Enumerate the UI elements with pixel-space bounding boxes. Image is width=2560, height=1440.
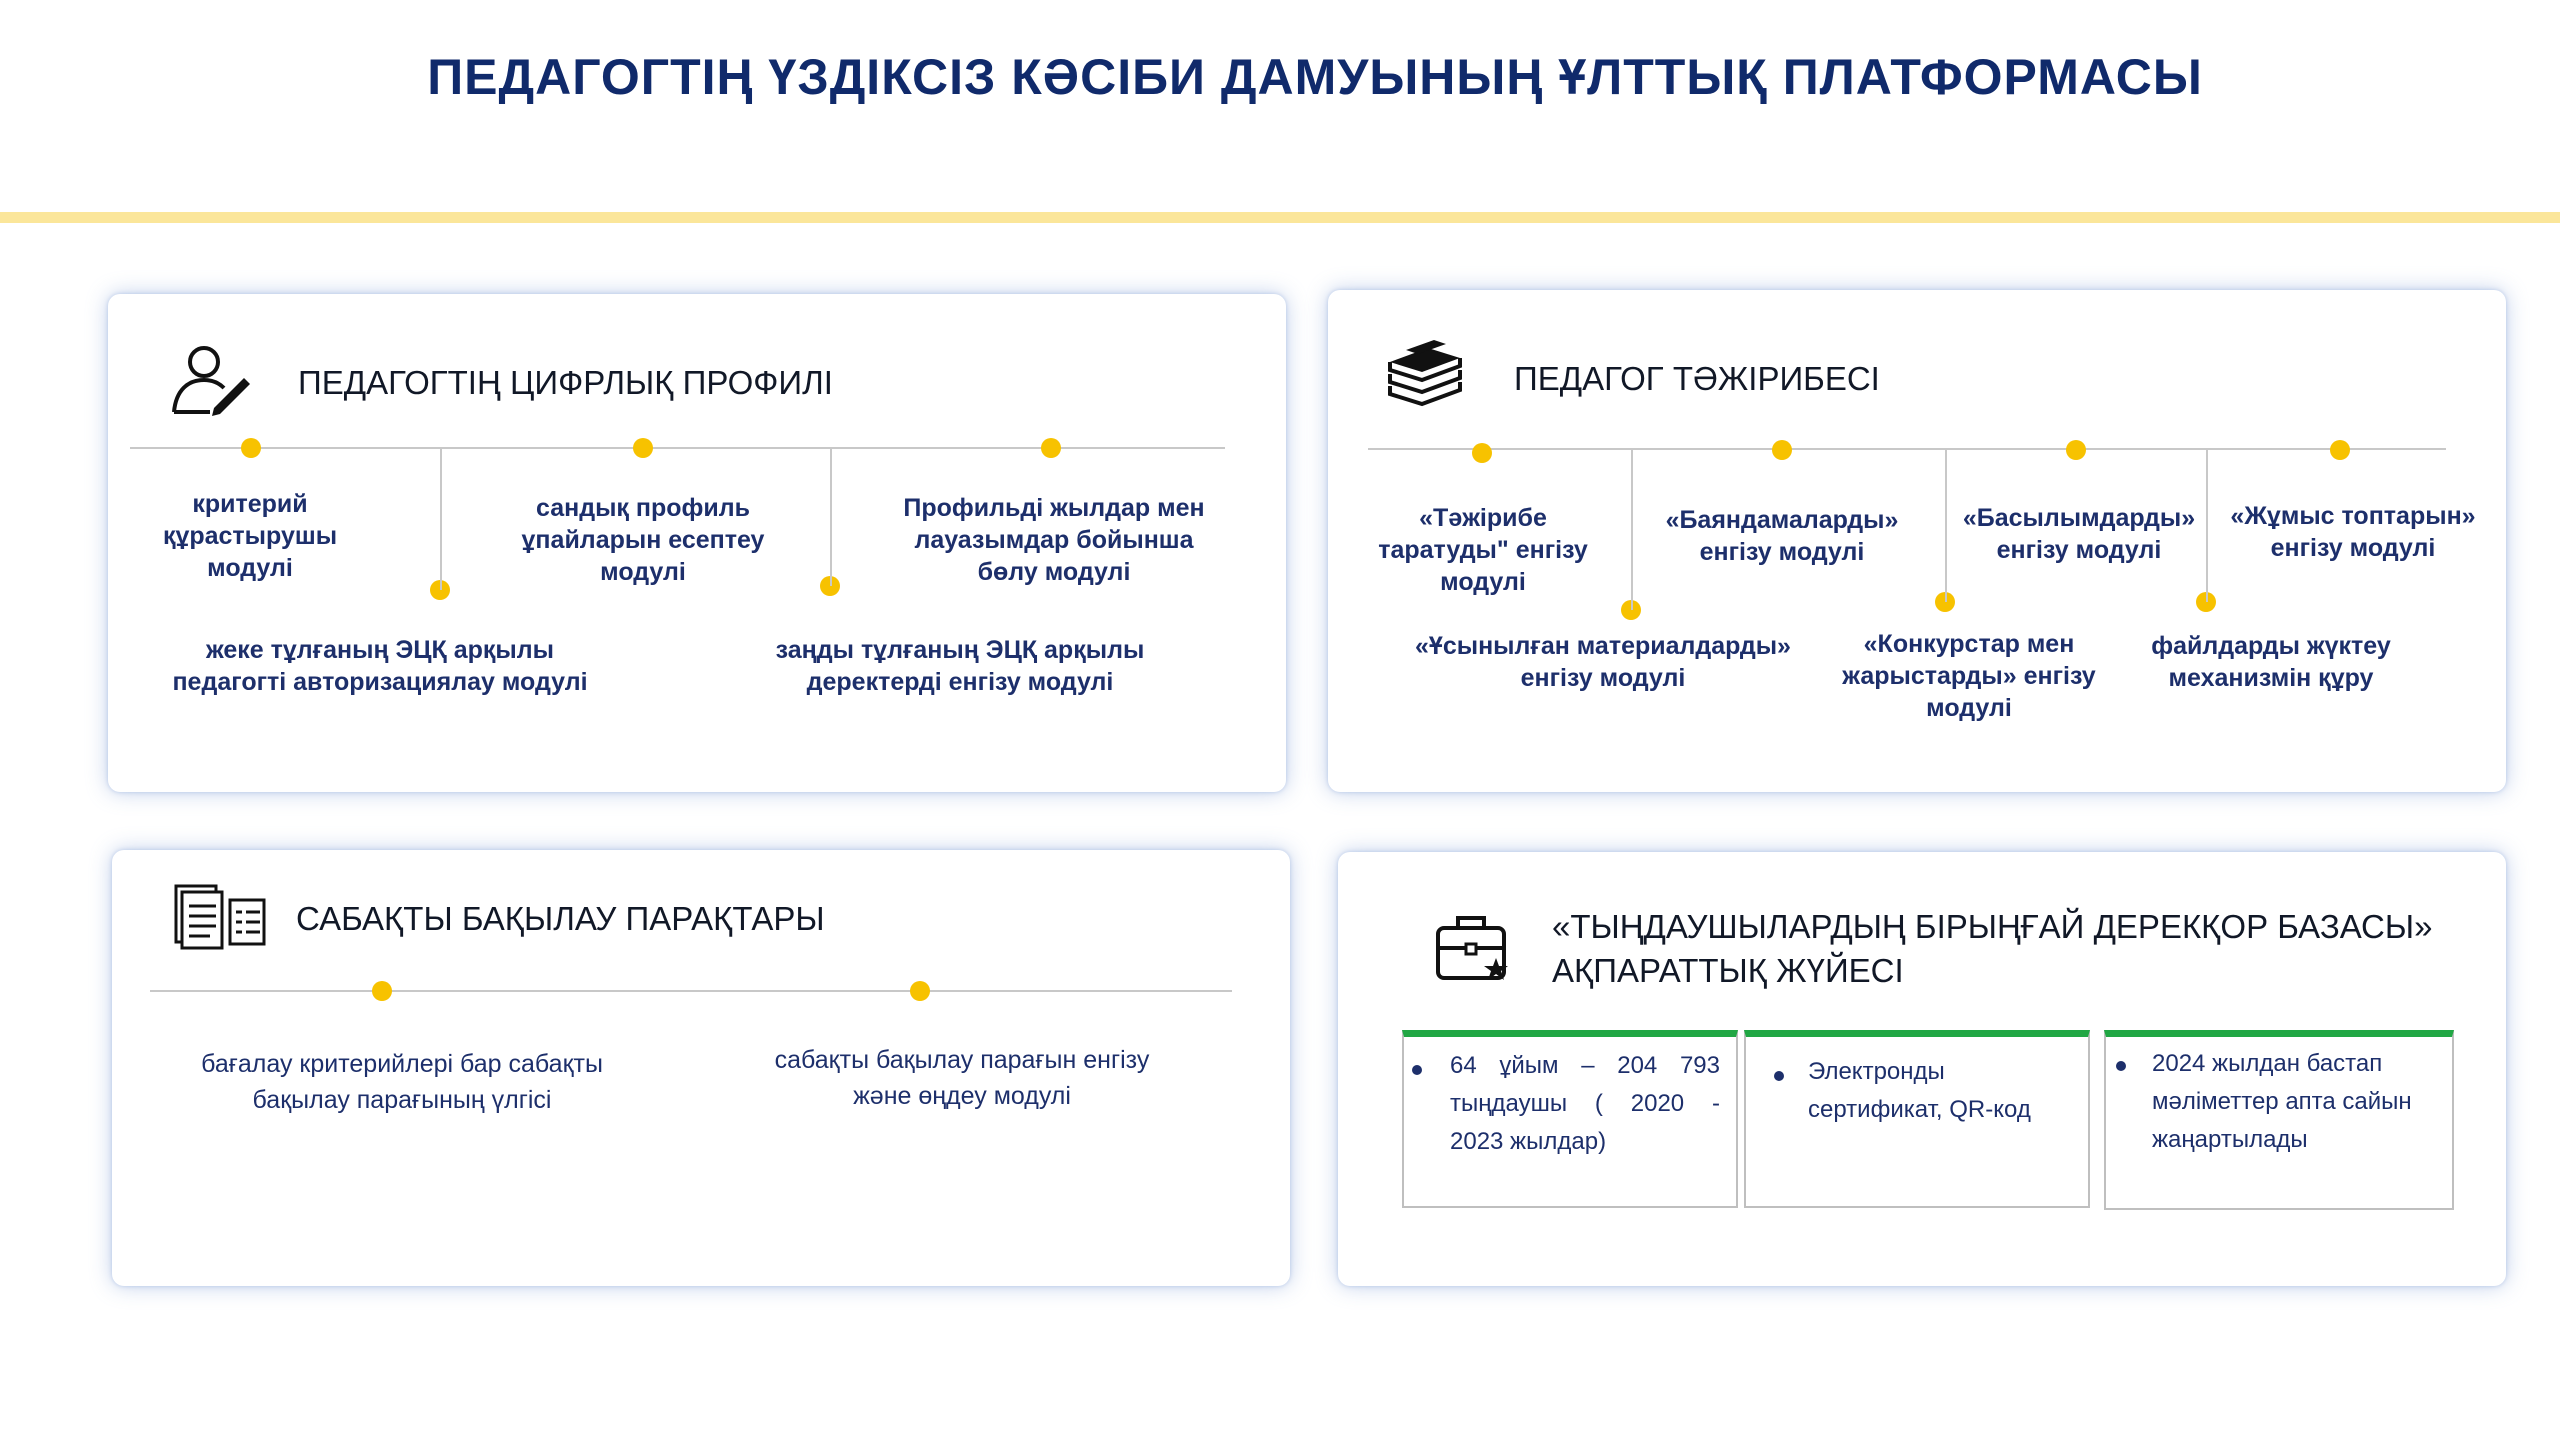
timeline-connector <box>830 448 832 586</box>
module-label: сандық профиль ұпайларын есептеу модулі <box>521 494 765 586</box>
books-stack-icon <box>1384 334 1464 410</box>
card-lesson-observation <box>112 850 1290 1286</box>
module-label: «Конкурстар мен жарыстарды» енгізу модулі <box>1842 630 2096 722</box>
card-title: ПЕДАГОГТІҢ ЦИФРЛЫҚ ПРОФИЛІ <box>298 364 833 401</box>
card-subtitle: АҚПАРАТТЫҚ ЖҮЙЕСІ <box>1552 952 1904 989</box>
briefcase-star-icon <box>1434 912 1514 984</box>
documents-list-icon <box>172 882 268 950</box>
info-text <box>1450 1047 1720 1161</box>
user-edit-icon <box>170 342 252 416</box>
info-line: 2024 жылдан бастап <box>2152 1050 2383 1077</box>
page-title: ПЕДАГОГТІҢ ҮЗДІКСІЗ КӘСІБИ ДАМУЫНЫҢ ҰЛТТЫҚ ПЛАТФОРМАСЫ <box>427 49 2203 105</box>
module-label: сабақты бақылау парағын енгізу және өңдеу модулі <box>774 1046 1150 1110</box>
card-listener-database <box>1338 852 2506 1286</box>
title-divider <box>0 212 2560 223</box>
info-line: сертификат, QR-код <box>1808 1096 2031 1123</box>
info-line: 2023 жылдар) <box>1450 1128 1607 1155</box>
info-text <box>2152 1045 2452 1159</box>
module-label: жеке тұлғаның ЭЦҚ арқылы педагогті авторизациялау модулі <box>172 636 588 696</box>
timeline-dot <box>910 981 930 1001</box>
info-box <box>1744 1030 2090 1208</box>
timeline-dot <box>2330 440 2350 460</box>
module-label: заңды тұлғаның ЭЦҚ арқылы деректерді енгізу модулі <box>775 636 1145 696</box>
timeline-connector <box>440 448 442 590</box>
module-label: «Баяндамаларды» енгізу модулі <box>1665 506 1899 566</box>
timeline-dot <box>633 438 653 458</box>
card-title: «ТЫҢДАУШЫЛАРДЫҢ БІРЫҢҒАЙ ДЕРЕКҚОР БАЗАСЫ» <box>1552 908 2433 945</box>
timeline-dot <box>1041 438 1061 458</box>
info-line: жаңартылады <box>2152 1126 2308 1153</box>
info-line: Электронды <box>1808 1058 1945 1085</box>
timeline-dot <box>1772 440 1792 460</box>
module-label: бағалау критерийлері бар сабақты бақылау парағының үлгісі <box>201 1050 603 1114</box>
module-label: Профильді жылдар мен лауазымдар бойынша бөлу модулі <box>903 494 1205 586</box>
timeline-dot <box>372 981 392 1001</box>
card-title: ПЕДАГОГ ТӘЖІРИБЕСІ <box>1514 360 1880 397</box>
info-text <box>1808 1053 2078 1129</box>
card-digital-profile <box>108 294 1286 792</box>
timeline-connector <box>1631 450 1633 610</box>
timeline-dot <box>241 438 261 458</box>
card-teacher-experience <box>1328 290 2506 792</box>
card-title: САБАҚТЫ БАҚЫЛАУ ПАРАҚТАРЫ <box>296 900 825 937</box>
info-line: мәліметтер апта сайын <box>2152 1088 2412 1115</box>
bullet <box>1774 1071 1784 1081</box>
info-line: 64 ұйым – 204 793 <box>1450 1052 1720 1079</box>
module-label: «Жұмыс топтарын» енгізу модулі <box>2230 502 2476 562</box>
info-box <box>1402 1030 1738 1208</box>
module-label: «Тәжірибе таратуды" енгізу модулі <box>1378 504 1588 596</box>
bullet <box>2116 1061 2126 1071</box>
module-label: «Басылымдарды» енгізу модулі <box>1962 504 2196 564</box>
info-line: тыңдаушы ( 2020 - <box>1450 1090 1720 1117</box>
timeline-dot <box>1472 443 1492 463</box>
bullet <box>1412 1065 1422 1075</box>
timeline-dot <box>2066 440 2086 460</box>
info-box <box>2104 1030 2454 1210</box>
timeline-line <box>1368 448 2446 450</box>
module-label: файлдарды жүктеу механизмін құру <box>2151 632 2391 692</box>
module-label: «Ұсынылған материалдарды» енгізу модулі <box>1415 632 1791 692</box>
module-label: критерий құрастырушы модулі <box>162 490 338 582</box>
timeline-line <box>150 990 1232 992</box>
